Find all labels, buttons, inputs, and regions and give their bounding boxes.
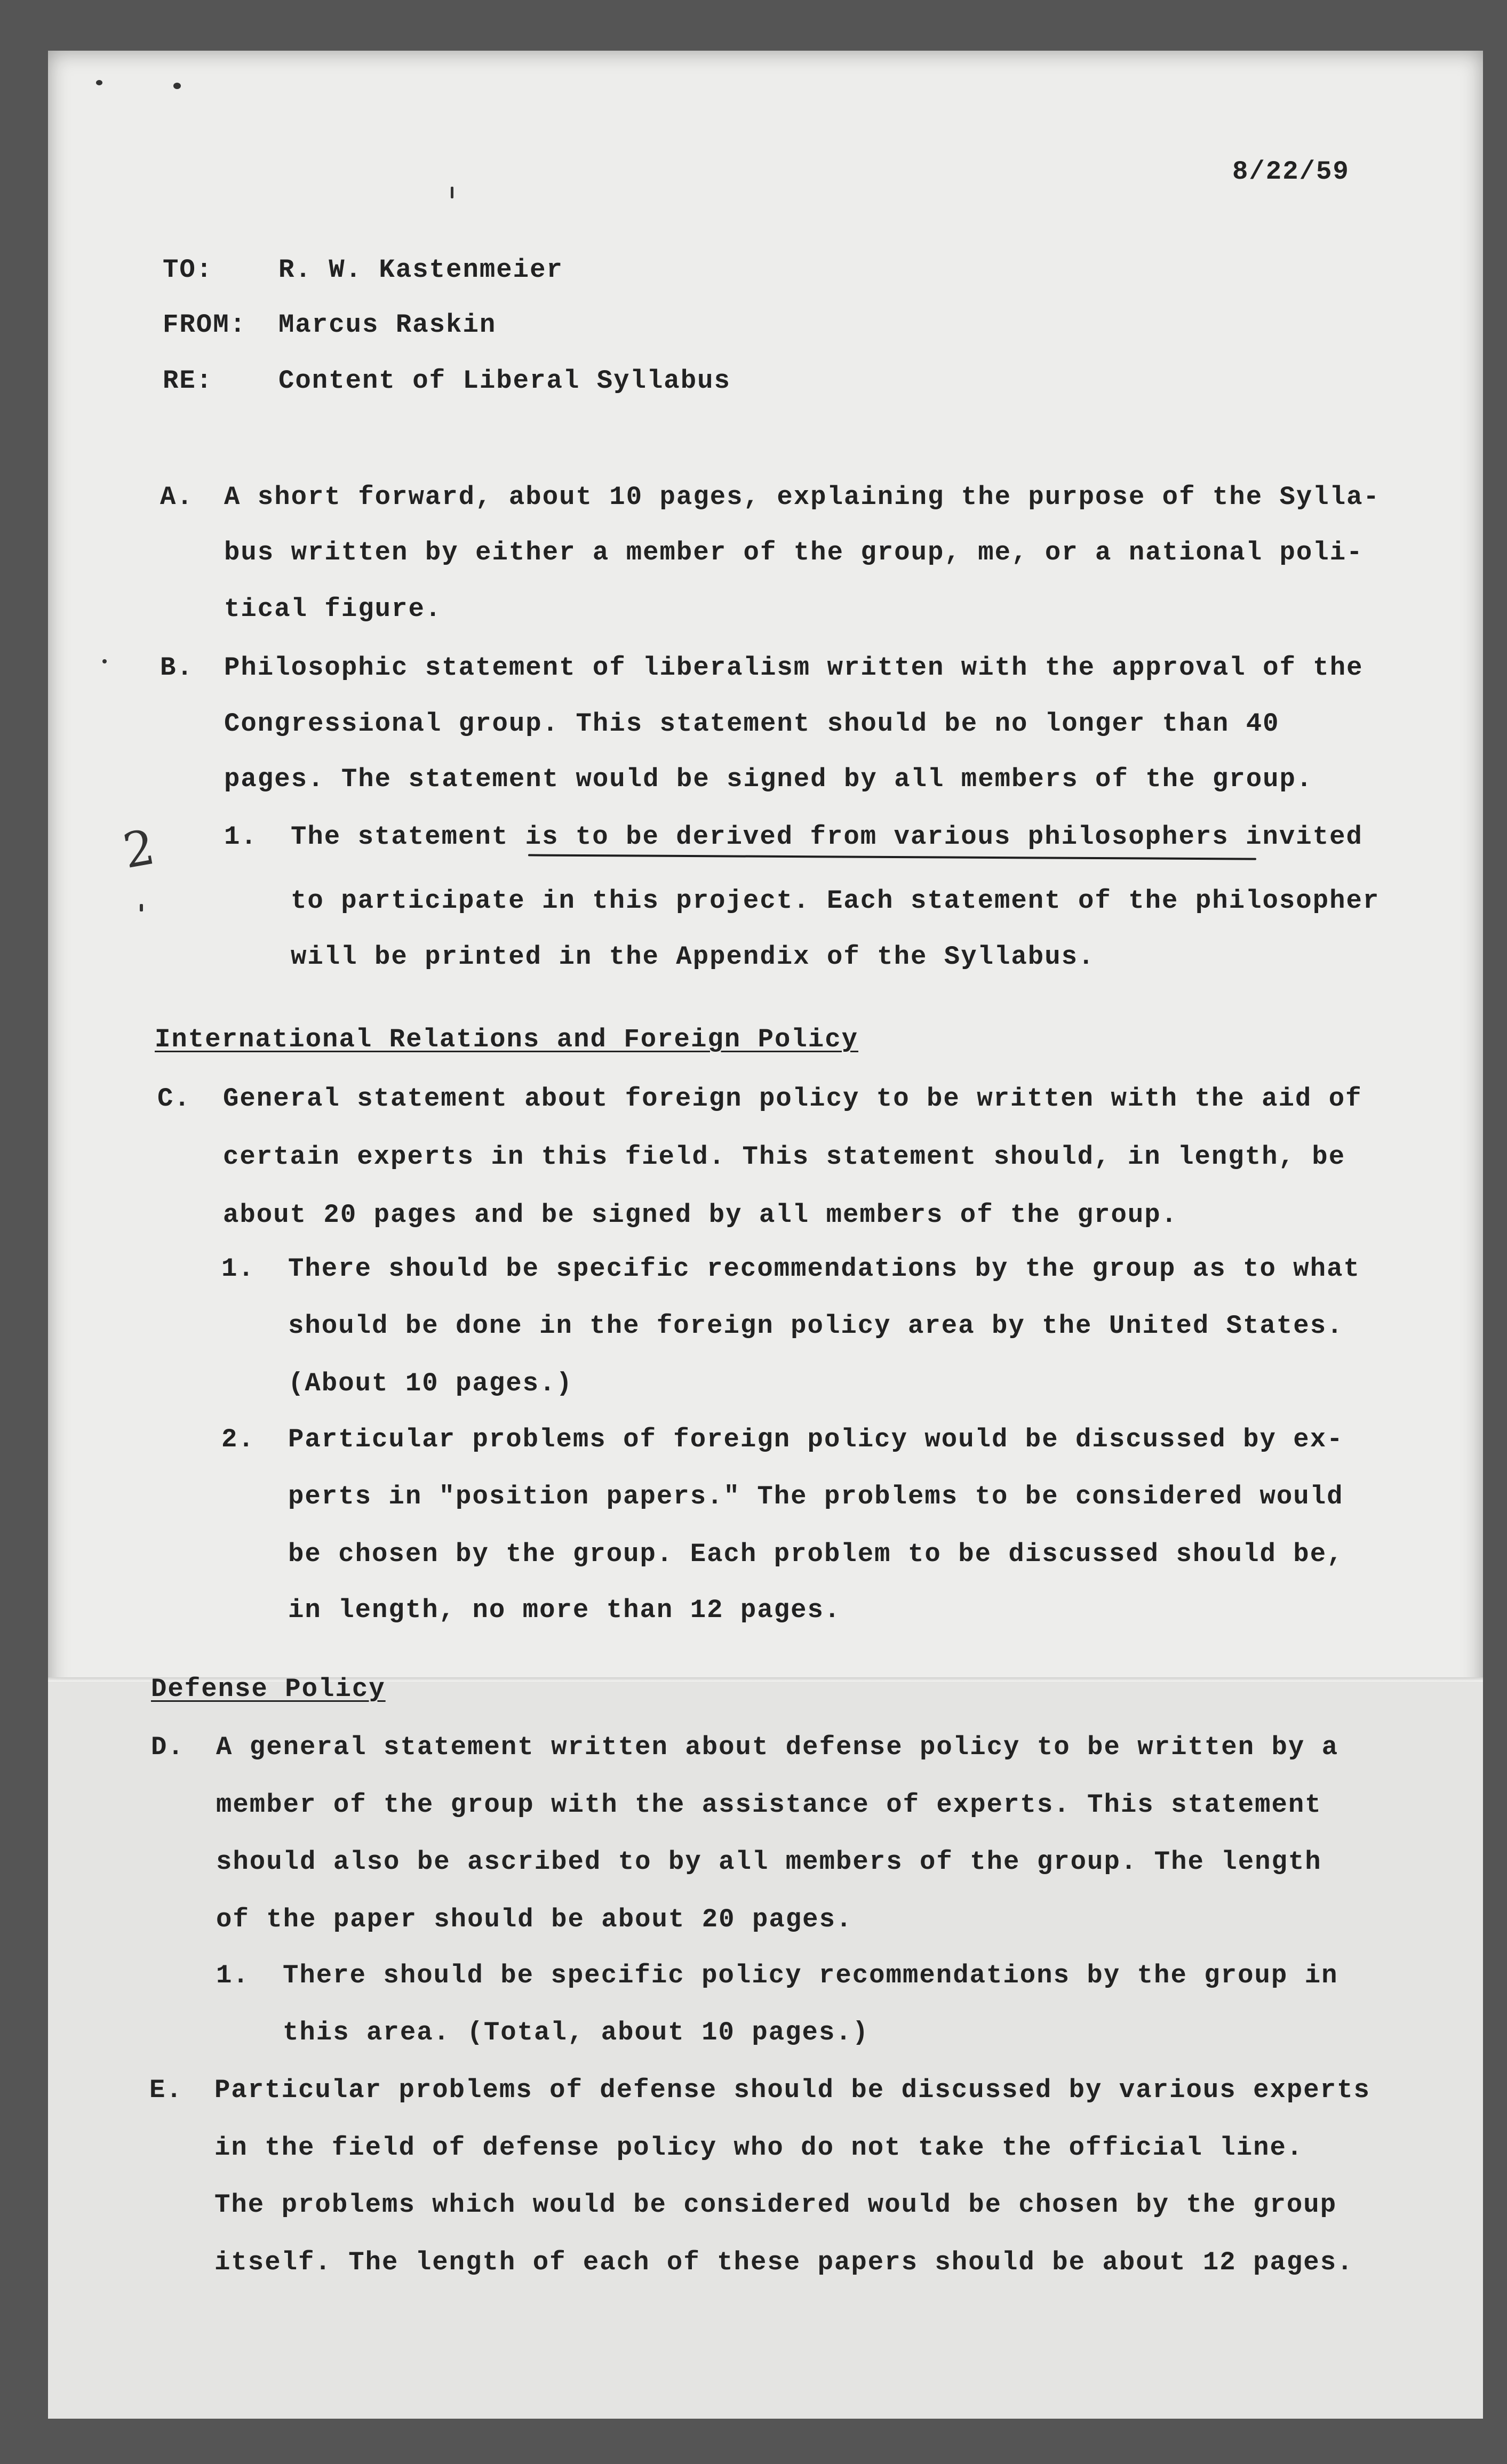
section-b-line: Congressional group. This statement should be no longer than 40 [224,709,1280,739]
heading-international-relations: International Relations and Foreign Policy [155,1025,859,1054]
section-d-line: of the paper should be about 20 pages. [216,1905,853,1934]
section-b-marker: B. [160,653,194,683]
section-b-line: Philosophic statement of liberalism written with the approval of the [224,653,1364,683]
section-c-item2-line: be chosen by the group. Each problem to be discussed should be, [288,1539,1344,1569]
section-c-line: certain experts in this field. This statement should, in length, be [223,1142,1346,1172]
ink-speck [173,83,181,89]
section-d-line: should also be ascribed to by all members of the group. The length [216,1847,1322,1877]
section-e-line: in the field of defense policy who do not take the official line. [214,2133,1304,2163]
ink-speck [140,904,143,911]
section-e-line: The problems which would be considered would be chosen by the group [214,2190,1337,2220]
section-c-item2-line: Particular problems of foreign policy would be discussed by ex- [288,1425,1344,1454]
from-label: FROM: [163,310,247,340]
heading-defense-policy: Defense Policy [151,1674,386,1704]
section-c-item1-line: should be done in the foreign policy area by the United States. [288,1311,1344,1341]
section-d-line: A general statement written about defense policy to be written by a [216,1732,1339,1762]
section-a-line: bus written by either a member of the group, me, or a national poli- [224,538,1364,567]
section-b-item1-marker: 1. [224,822,258,852]
ink-speck [451,187,453,198]
memo-date: 8/22/59 [1232,157,1350,187]
section-d-marker: D. [151,1732,185,1762]
section-c-line: General statement about foreign policy to be written with the aid of [223,1084,1362,1114]
to-label: TO: [163,255,213,285]
section-e-marker: E. [149,2075,183,2105]
memo-page [48,51,1483,2419]
section-c-marker: C. [157,1084,191,1114]
section-b-item1-line: will be printed in the Appendix of the Syllabus. [291,942,1095,972]
section-c-item1-line: There should be specific recommendations by the group as to what [288,1254,1360,1284]
section-a-marker: A. [160,482,194,512]
section-a-line: tical figure. [224,594,442,624]
section-d-item1-line: There should be specific policy recommendations by the group in [283,1961,1338,1990]
section-d-line: member of the group with the assistance of experts. This statement [216,1790,1322,1820]
re-value: Content of Liberal Syllabus [278,366,731,396]
section-c-item2-marker: 2. [221,1425,255,1454]
section-d-item1-marker: 1. [216,1961,250,1990]
section-c-item2-line: perts in "position papers." The problems to be considered would [288,1482,1344,1511]
section-b-line: pages. The statement would be signed by all members of the group. [224,764,1313,794]
section-c-item1-line: (About 10 pages.) [288,1369,573,1398]
section-e-line: itself. The length of each of these papers should be about 12 pages. [214,2247,1354,2277]
section-e-line: Particular problems of defense should be discussed by various experts [214,2075,1370,2105]
re-label: RE: [163,366,213,396]
ink-speck [102,659,107,663]
handwritten-margin-mark: 2 [119,819,159,880]
page-lower-fold [48,1674,1483,2419]
ink-speck [96,80,102,85]
section-b-item1-line: The statement is to be derived from various philosophers invited [291,822,1363,852]
section-c-item2-line: in length, no more than 12 pages. [288,1595,841,1625]
section-d-item1-line: this area. (Total, about 10 pages.) [283,2018,870,2047]
section-c-item1-marker: 1. [221,1254,255,1284]
from-value: Marcus Raskin [278,310,497,340]
section-c-line: about 20 pages and be signed by all members of the group. [223,1200,1178,1230]
section-b-item1-line: to participate in this project. Each statement of the philosopher [291,886,1380,916]
section-a-line: A short forward, about 10 pages, explaining the purpose of the Sylla- [224,482,1380,512]
to-value: R. W. Kastenmeier [278,255,563,285]
